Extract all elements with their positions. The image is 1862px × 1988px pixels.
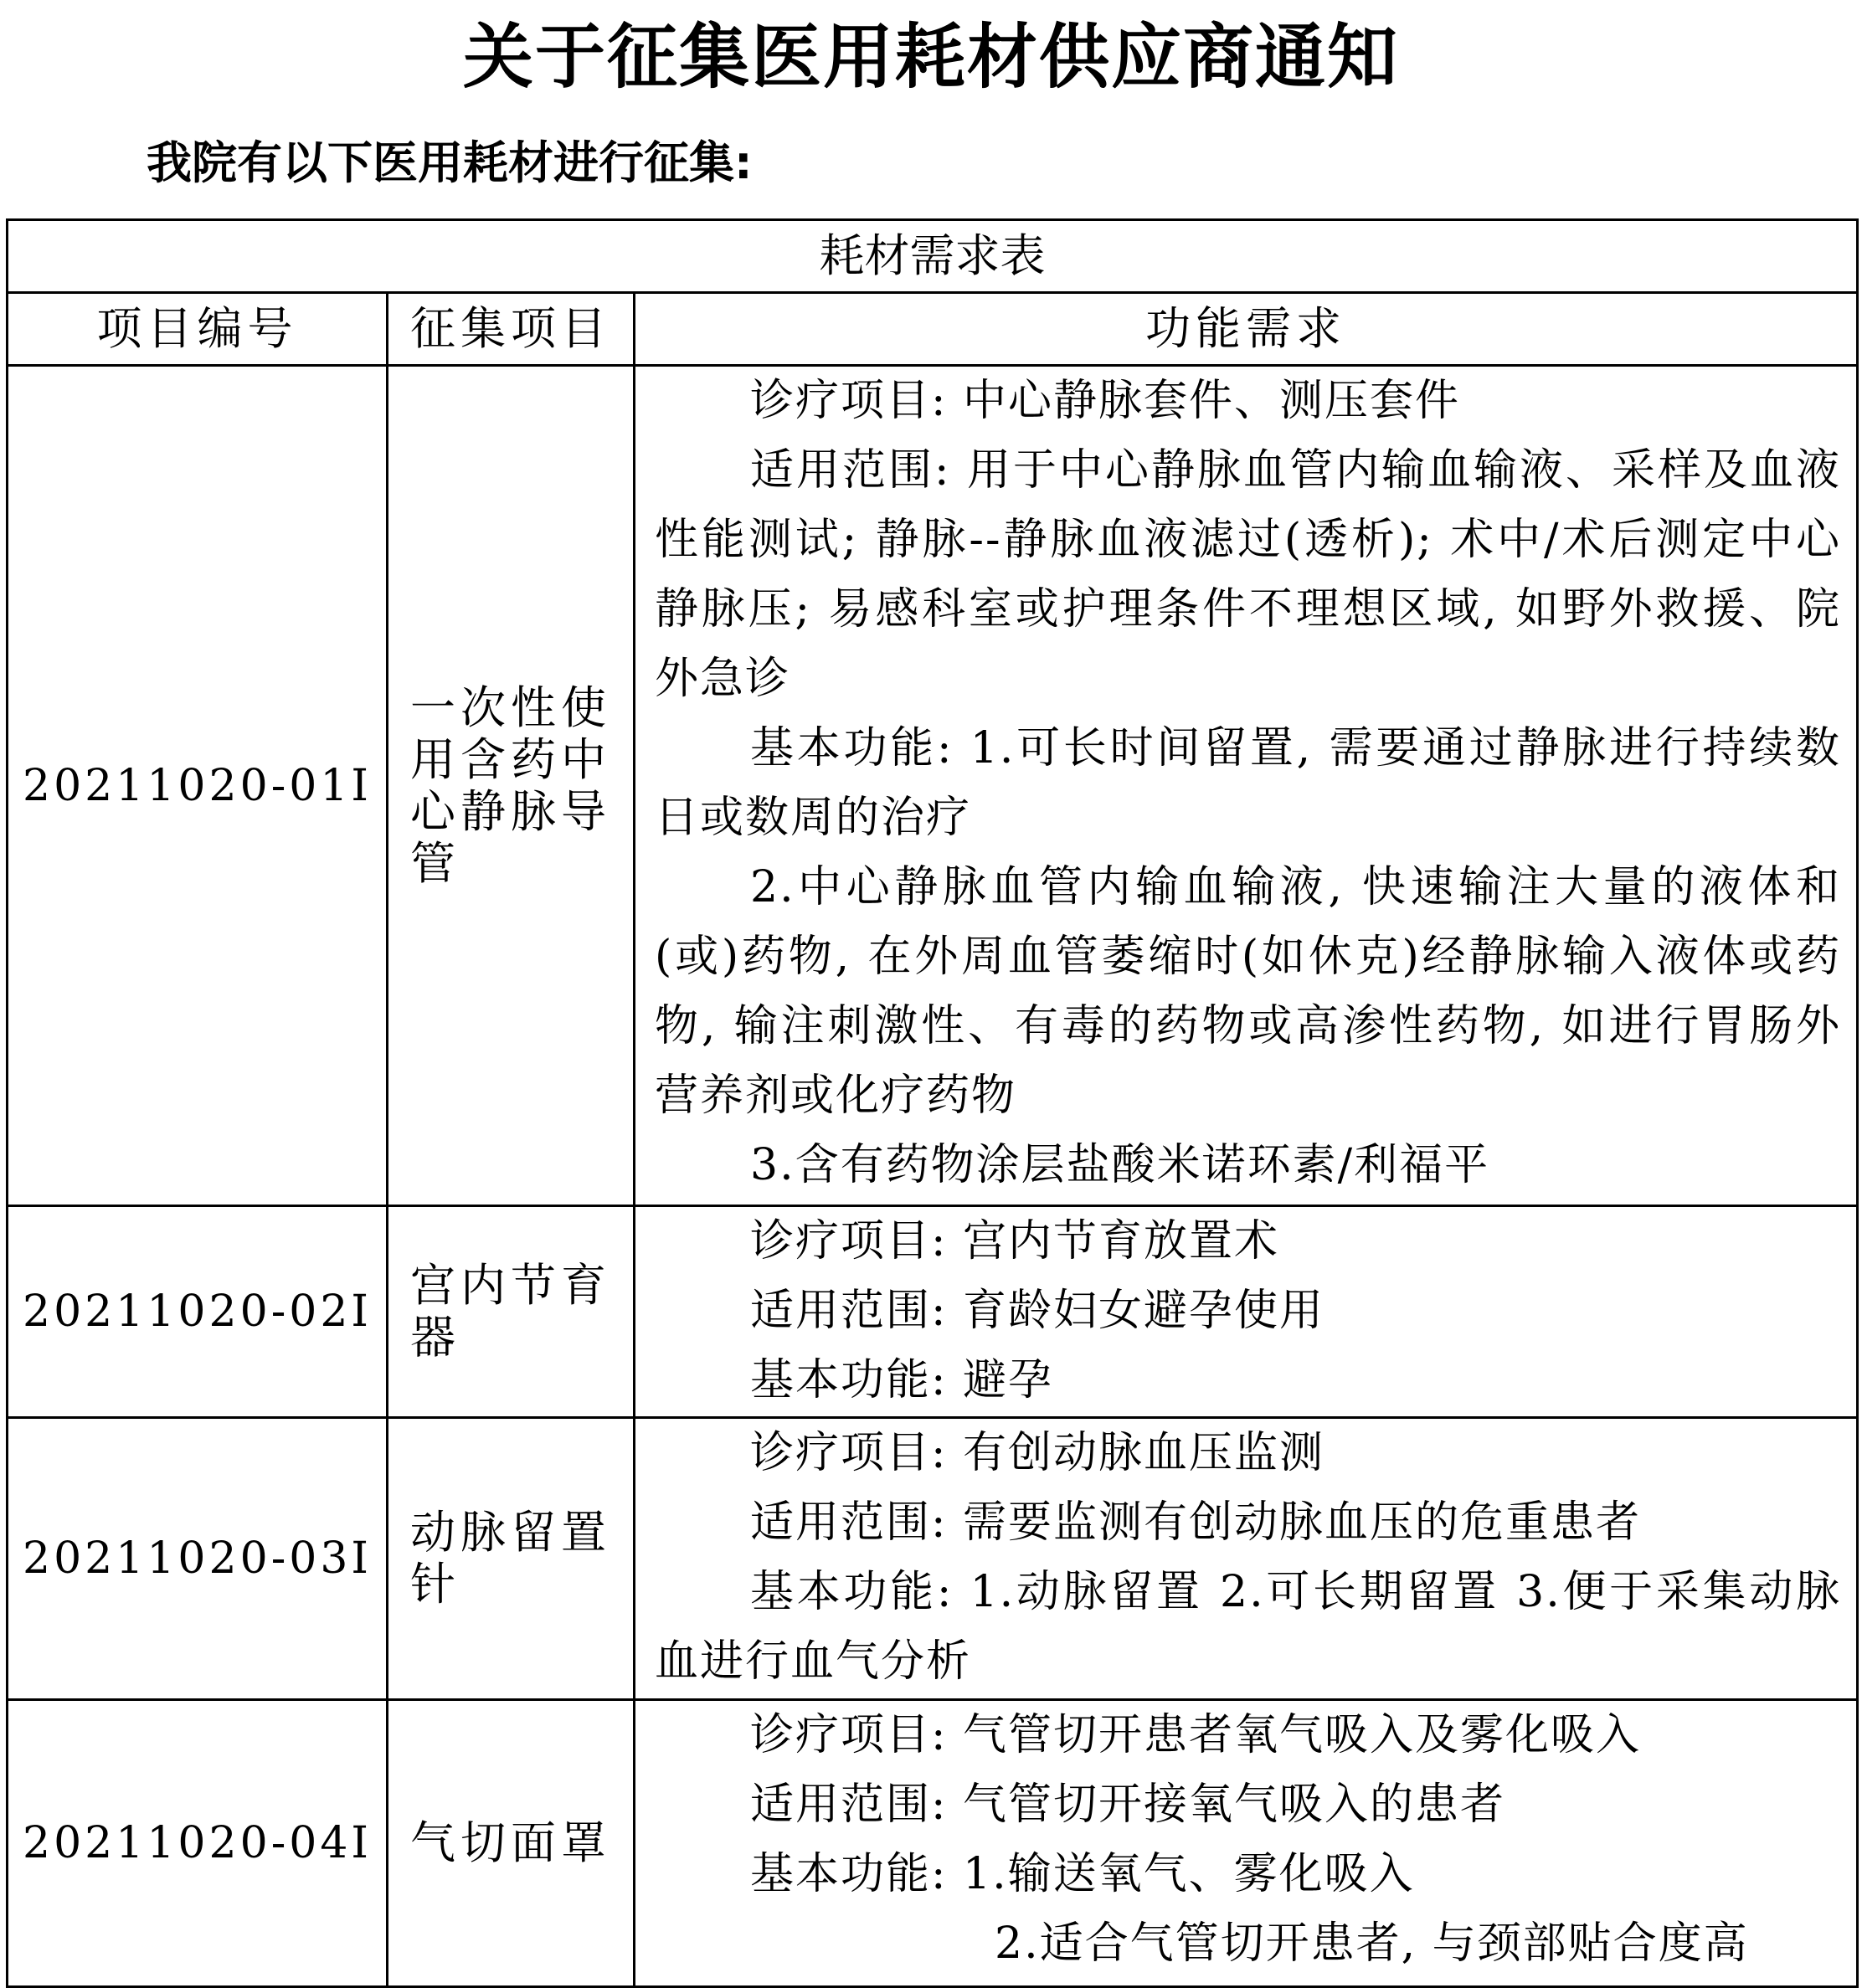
table-row bbox=[8, 1418, 1858, 1700]
requirement-line: 适用范围: 用于中心静脉血管内输血输液、采样及血液性能测试; 静脉--静脉血液滤过(透析); 术中/术后测定中心静脉压; 易感科室或护理条件不理想区域, 如野外救援、院外急诊 bbox=[655, 445, 1841, 704]
requirement-line: 适用范围: 气管切开接氧气吸入的患者 bbox=[750, 1780, 1506, 1830]
table-row bbox=[8, 1206, 1858, 1418]
requirement-line: 基本功能: 1.输送氧气、雾化吸入 bbox=[750, 1849, 1415, 1899]
requirement-line: 基本功能: 1.可长时间留置, 需要通过静脉进行持续数日或数周的治疗 bbox=[655, 723, 1841, 843]
requirement-line: 适用范围: 育龄妇女避孕使用 bbox=[750, 1286, 1325, 1336]
requirement-line: 基本功能: 避孕 bbox=[750, 1355, 1054, 1405]
item-requirements bbox=[635, 1418, 1858, 1700]
page-title: 关于征集医用耗材供应商通知 bbox=[462, 16, 1399, 98]
requirement-line: 诊疗项目: 有创动脉血压监测 bbox=[750, 1428, 1325, 1478]
table-row bbox=[8, 366, 1858, 1206]
requirements-table bbox=[6, 218, 1859, 1988]
requirement-line: 诊疗项目: 中心静脉套件、测压套件 bbox=[750, 376, 1461, 426]
header-requirements: 功能需求 bbox=[635, 293, 1858, 366]
table-header-row bbox=[8, 293, 1858, 366]
header-item-id: 项目编号 bbox=[8, 293, 388, 366]
intro-text: 我院有以下医用耗材进行征集: bbox=[147, 136, 753, 189]
item-name: 一次性使用含药中心静脉导管 bbox=[388, 366, 635, 1206]
item-name: 气切面罩 bbox=[388, 1700, 635, 1987]
requirement-line: 诊疗项目: 宫内节育放置术 bbox=[750, 1216, 1280, 1266]
header-item-name: 征集项目 bbox=[388, 293, 635, 366]
item-id: 20211020-03Ⅰ bbox=[8, 1418, 388, 1700]
item-requirements bbox=[635, 1700, 1858, 1987]
item-id: 20211020-01Ⅰ bbox=[8, 366, 388, 1206]
item-id: 20211020-02Ⅰ bbox=[8, 1206, 388, 1418]
requirement-line: 2.中心静脉血管内输血输液, 快速输注大量的液体和(或)药物, 在外周血管萎缩时(如休克)经静脉输入液体或药物, 输注刺激性、有毒的药物或高渗性药物, 如进行胃肠外营养剂或化疗药物 bbox=[655, 862, 1841, 1121]
table-caption: 耗材需求表 bbox=[8, 220, 1858, 293]
requirement-line: 2.适合气管切开患者, 与颈部贴合度高 bbox=[995, 1919, 1749, 1969]
item-requirements bbox=[635, 366, 1858, 1206]
requirement-line: 适用范围: 需要监测有创动脉血压的危重患者 bbox=[750, 1497, 1642, 1548]
item-name: 动脉留置针 bbox=[388, 1418, 635, 1700]
item-id: 20211020-04Ⅰ bbox=[8, 1700, 388, 1987]
requirement-line: 3.含有药物涂层盐酸米诺环素/利福平 bbox=[750, 1140, 1490, 1190]
table-row bbox=[8, 1700, 1858, 1987]
item-name: 宫内节育器 bbox=[388, 1206, 635, 1418]
requirement-line: 基本功能: 1.动脉留置 2.可长期留置 3.便于采集动脉血进行血气分析 bbox=[655, 1567, 1841, 1687]
requirement-line: 诊疗项目: 气管切开患者氧气吸入及雾化吸入 bbox=[750, 1710, 1642, 1760]
item-requirements bbox=[635, 1206, 1858, 1418]
